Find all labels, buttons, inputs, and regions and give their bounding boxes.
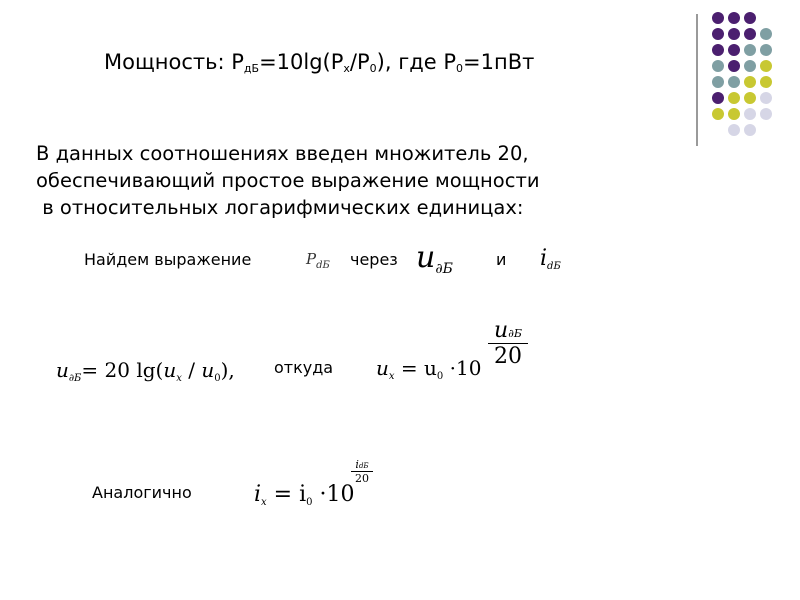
paragraph-line-1: В данных соотношениях введен множитель 20,	[36, 142, 529, 165]
title-end: =1пВт	[463, 50, 535, 74]
decorative-dot	[760, 28, 772, 40]
decorative-dot	[712, 60, 724, 72]
decorative-dot	[744, 60, 756, 72]
and-label: и	[496, 250, 507, 269]
title-prefix: Мощность:	[104, 50, 232, 74]
decorative-dot	[744, 44, 756, 56]
decorative-dot	[712, 28, 724, 40]
decorative-dot	[712, 76, 724, 88]
decorative-dot	[728, 92, 740, 104]
decorative-dot	[712, 44, 724, 56]
find-expression-label: Найдем выражение	[84, 250, 252, 269]
title-sub-x: x	[343, 62, 350, 75]
decorative-dot	[760, 60, 772, 72]
decorative-dot	[744, 108, 756, 120]
u-db-symbol: $u_{\partial Б}$	[416, 240, 453, 277]
decorative-dot	[760, 76, 772, 88]
decorative-dot	[744, 12, 756, 24]
formula-ux: $u_x = u_0 \cdot 10$	[376, 356, 482, 382]
decorative-dot	[744, 124, 756, 136]
decorative-dot	[728, 44, 740, 56]
exponent-fraction-i	[348, 458, 376, 485]
decorative-dot	[760, 108, 772, 120]
decorative-dot	[728, 60, 740, 72]
title-sub-db: дБ	[243, 62, 260, 75]
title-sub-0a: 0	[369, 62, 377, 75]
title-mid-3: ), где P	[376, 50, 457, 74]
title-mid-1: =10lg(P	[259, 50, 344, 74]
decorative-dot	[712, 108, 724, 120]
exponent-numerator-u: u∂Б	[494, 318, 522, 343]
exponent-fraction-u	[484, 318, 532, 369]
exponent-denominator-i: 20	[355, 472, 369, 485]
power-formula-title	[104, 50, 534, 75]
decorative-dot	[728, 76, 740, 88]
exponent-denominator-u: 20	[494, 344, 522, 369]
decorative-dot	[744, 76, 756, 88]
paragraph-line-3: в относительных логарифмических единицах:	[36, 196, 524, 219]
decorative-dot-grid	[712, 12, 784, 130]
paragraph-line-2: обеспечивающий простое выражение мощности	[36, 169, 540, 192]
decorative-dot	[728, 124, 740, 136]
decorative-dot	[760, 92, 772, 104]
title-p: P	[231, 50, 244, 74]
title-mid-2: /P	[349, 50, 370, 74]
through-label: через	[350, 250, 398, 269]
analogichno-label: Аналогично	[92, 483, 192, 502]
exponent-numerator-i: idБ	[355, 458, 369, 471]
title-sub-0b: 0	[456, 62, 464, 75]
formula-ix: $i_x = i_0 \cdot 10$	[254, 482, 355, 508]
otkuda-label: откуда	[274, 358, 334, 377]
explanation-paragraph	[36, 140, 540, 221]
decorative-dot	[744, 92, 756, 104]
decorative-dot	[728, 108, 740, 120]
decorative-dot	[760, 44, 772, 56]
vertical-divider	[696, 14, 698, 146]
decorative-dot	[728, 28, 740, 40]
decorative-dot	[728, 12, 740, 24]
decorative-dot	[712, 12, 724, 24]
formula-u-db: $u_{\partial Б}= 20$ $\lg(u_x / u_0)$,	[56, 358, 235, 384]
p-db-symbol: $P_{dБ}$	[306, 250, 330, 271]
decorative-dot	[712, 92, 724, 104]
i-db-symbol: $i_{dБ}$	[540, 246, 561, 272]
decorative-dot	[744, 28, 756, 40]
